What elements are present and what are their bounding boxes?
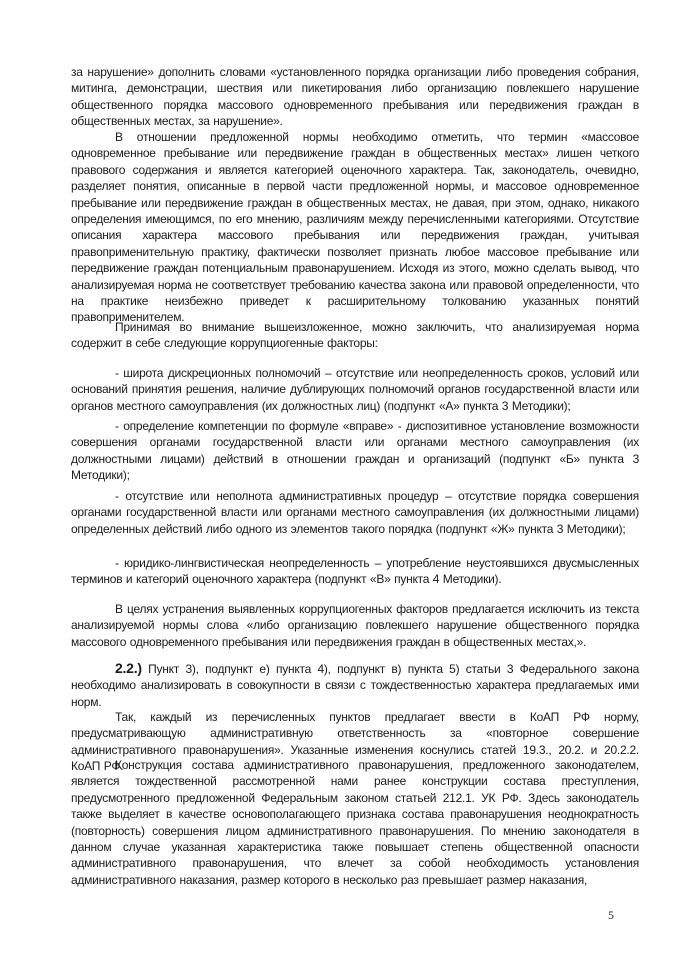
list-item: - отсутствие или неполнота административных процедур – отсутствие порядка совершения органами государственной власти или органами местного самоуправления (их должностными лицами) определенных действий либо одного из элементов такого порядка (подпункт «Ж» пункта 3 Методики); [71, 489, 639, 536]
list-item: - определение компетенции по формуле «вправе» - диспозитивное установление возможности совершения органами государственной власти или органами местного самоуправления (их должностными лицами) действий в отношении граждан и организаций (подпункт «Б» пункта 3 Методики); [71, 419, 639, 483]
section-text: Пункт 3), подпункт е) пункта 4), подпункт в) пункта 5) статьи 3 Федерального закона необходимо анализировать в совокупности в связи с тождественностью характера предлагаемых ими норм. [71, 662, 639, 709]
section-number: 2.2.) [115, 660, 142, 676]
list-item: - широта дискреционных полномочий – отсутствие или неопределенность сроков, условий или оснований принятия решения, наличие дублирующих полномочий органов государственной власти или органов местного самоуправления (их должностных лиц) (подпункт «А» пункта 3 Методики); [71, 366, 639, 413]
paragraph: за нарушение» дополнить словами «установленного порядка организации либо проведения собрания, митинга, демонстрации, шествия или пикетирования либо организацию повлекшего нарушение общественного порядка массового одновременного пребывания или передвижения граждан в общественных местах, за нарушение». [71, 65, 639, 129]
paragraph: Конструкция состава административного правонарушения, предложенного законодателем, является тождественной рассмотренной нами ранее конструкции состава преступления, предусмотренного предложенной Федеральным законом статьей 212.1. УК РФ. Здесь законодатель также выделяет в качестве основополагающего признака состава правонарушения неоднократность (повторность) совершения лицом административного правонарушения. По мнению законодателя в данном случае указанная характеристика также повышает степень общественной опасности административного правонарушения, что влечет за собой необходимость установления административного наказания, размер которого в несколько раз превышает размер наказания, [71, 758, 639, 887]
paragraph: В отношении предложенной нормы необходимо отметить, что термин «массовое одновременное пребывание или передвижение граждан в общественных местах» лишен четкого правового содержания и является категорией оценочного характера. Так, законодатель, очевидно, разделяет понятия, описанные в первой части предложенной нормы, и массовое одновременное пребывание или передвижение граждан в общественных местах, не давая, при этом, однако, никакого определения имеющимся, по его мнению, различиям между перечисленными категориями. Отсутствие описания характера массового пребывания или передвижения граждан, учитывая правоприменительную практику, фактически позволяет признать любое массовое пребывание или передвижение граждан потенциальным правонарушением. Исходя из этого, можно сделать вывод, что анализируемая норма не соответствует требованию качества закона или правовой определенности, что на практике неизбежно приведет к расширительному толкованию указанных понятий правоприменителем. [71, 130, 639, 325]
section-paragraph [71, 660, 639, 710]
paragraph: В целях устранения выявленных коррупциогенных факторов предлагается исключить из текста анализируемой нормы слова «либо организацию повлекшего нарушение общественного порядка массового одновременного пребывания или передвижения граждан в общественных местах,». [71, 602, 639, 649]
page-number: 5 [608, 908, 614, 922]
paragraph: Принимая во внимание вышеизложенное, можно заключить, что анализируемая норма содержит в себе следующие коррупциогенные факторы: [71, 320, 639, 351]
paragraph: Так, каждый из перечисленных пунктов предлагает ввести в КоАП РФ норму, предусматривающую административную ответственность за «повторное совершение административного правонарушения». Указанные изменения коснулись статей 19.3., 20.2. и 20.2.2. КоАП РФ. [71, 710, 639, 774]
list-item: - юридико-лингвистическая неопределенность – употребление неустоявшихся двусмысленных терминов и категорий оценочного характера (подпункт «В» пункта 4 Методики). [71, 556, 639, 587]
